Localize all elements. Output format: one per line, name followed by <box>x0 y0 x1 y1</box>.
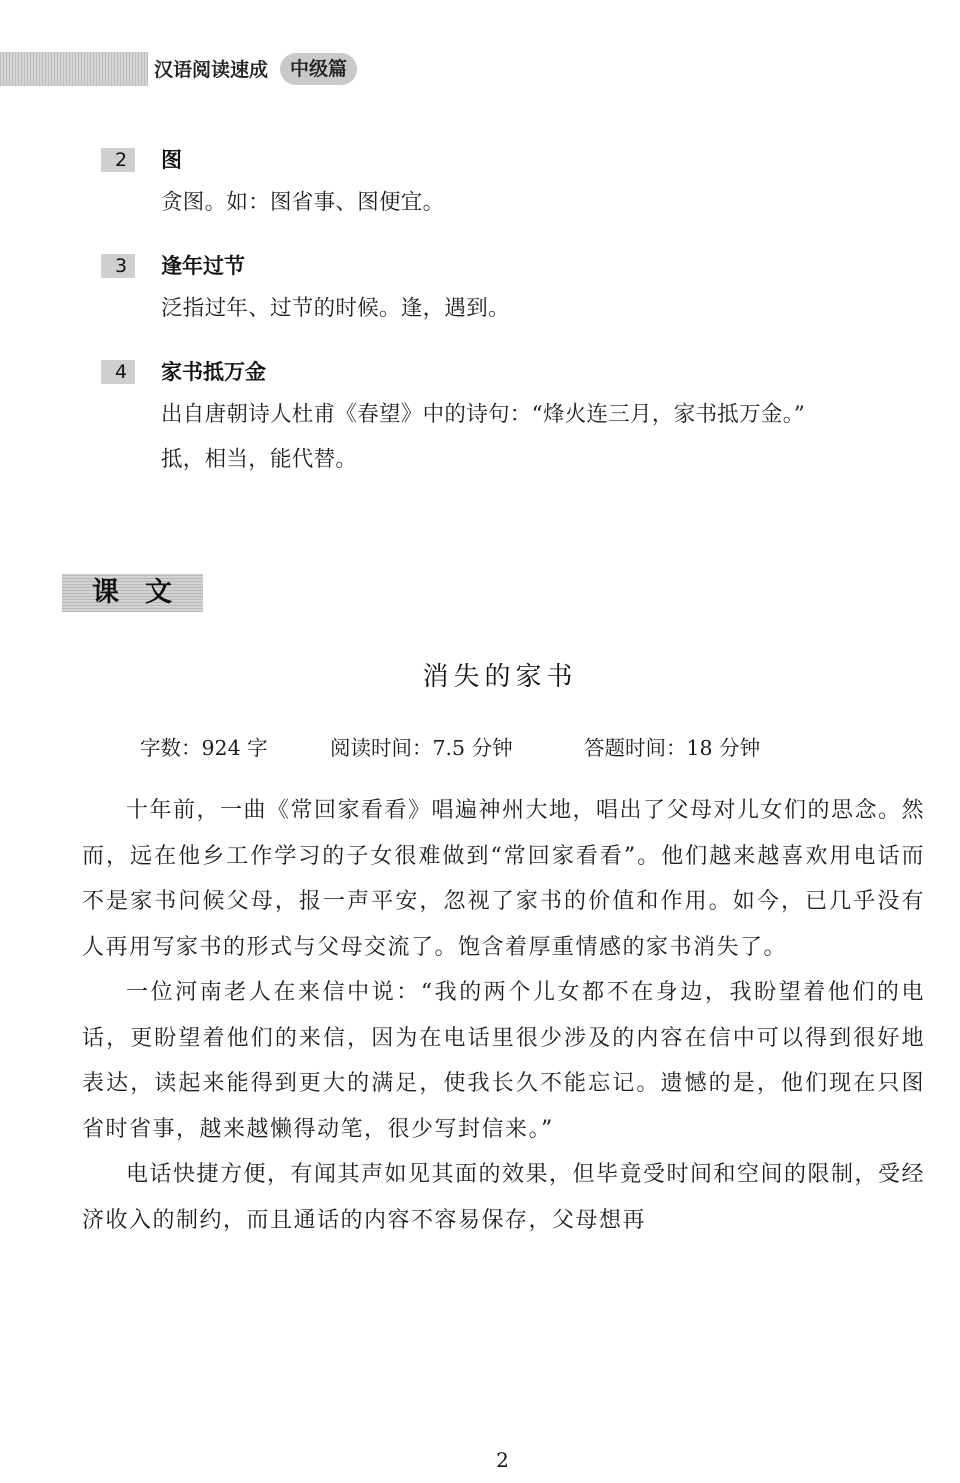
note-definition-line: 贪图。如：图省事、图便宜。 <box>161 190 445 215</box>
note-term: 图 <box>161 148 182 172</box>
note-definition <box>161 392 931 482</box>
note-definition-line: 抵，相当，能代替。 <box>161 447 358 472</box>
header-decoration-bar <box>0 52 148 86</box>
article-paragraph: 十年前，一曲《常回家看看》唱遍神州大地，唱出了父母对儿女们的思念。然而，远在他乡工作学习的子女很难做到“常回家看看”。他们越来越喜欢用电话而不是家书问候父母，报一声平安，忽视了家书的价值和作用。如今，已几乎没有人再用写家书的形式与父母交流了。饱含着厚重情感的家书消失了。 <box>82 798 926 960</box>
article-title: 消失的家书 <box>422 662 578 692</box>
note-definition <box>161 286 931 331</box>
note-term: 家书抵万金 <box>161 360 266 384</box>
header-book-title: 汉语阅读速成 <box>154 59 269 81</box>
answer-time: 答题时间：18 分钟 <box>584 736 761 760</box>
word-count: 字数：924 字 <box>140 736 268 760</box>
note-definition <box>161 180 931 225</box>
reading-time: 阅读时间：7.5 分钟 <box>330 736 513 760</box>
note-number: 4 <box>107 360 135 384</box>
note-definition-line: 泛指过年、过节的时候。逢，遇到。 <box>161 296 510 321</box>
page-number: 2 <box>496 1448 509 1472</box>
header-level-tag: 中级篇 <box>280 53 357 85</box>
section-label: 课文 <box>62 574 203 612</box>
article-body <box>82 788 925 1243</box>
article-paragraph: 电话快捷方便，有闻其声如见其面的效果，但毕竟受时间和空间的限制，受经济收入的制约，而且通话的内容不容易保存，父母想再 <box>82 1162 926 1233</box>
note-number: 2 <box>107 148 135 172</box>
note-number: 3 <box>107 254 135 278</box>
note-definition-line: 出自唐朝诗人杜甫《春望》中的诗句：“烽火连三月，家书抵万金。” <box>161 402 806 427</box>
article-paragraph: 一位河南老人在来信中说：“我的两个儿女都不在身边，我盼望着他们的电话，更盼望着他们的来信，因为在电话里很少涉及的内容在信中可以得到很好地表达，读起来能得到更大的满足，使我长久不能忘记。遗憾的是，他们现在只图省时省事，越来越懒得动笔，很少写封信来。” <box>82 980 925 1142</box>
note-term: 逢年过节 <box>161 254 245 278</box>
